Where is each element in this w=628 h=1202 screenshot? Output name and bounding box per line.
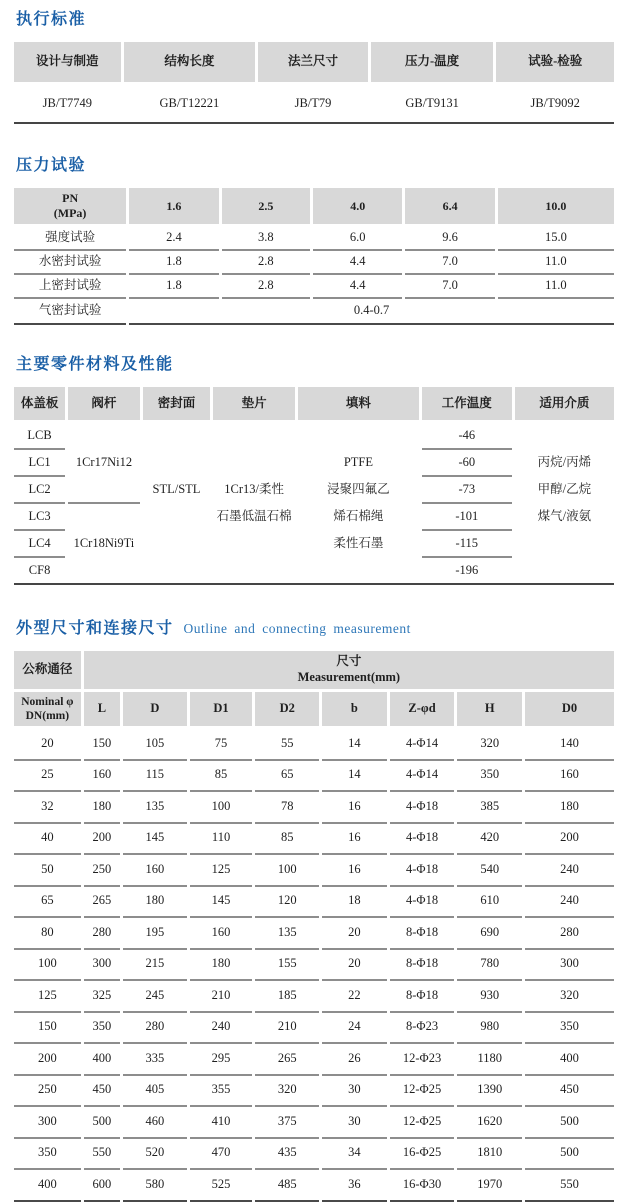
materials-value-cell: -46 xyxy=(422,423,512,450)
dimensions-column-header-cell: D0 xyxy=(525,692,614,726)
pressure-pn-header-cell: 6.4 xyxy=(405,188,494,224)
pressure-row-label: 强度试验 xyxy=(14,227,126,251)
materials-value-cell xyxy=(213,423,295,448)
dimensions-value-cell: 12-Φ25 xyxy=(390,1107,455,1139)
dimensions-value-cell: 105 xyxy=(123,729,187,761)
standards-value-cell: JB/T7749 xyxy=(14,85,121,122)
dimensions-value-cell: 85 xyxy=(255,824,319,856)
spacer xyxy=(14,585,614,619)
dimensions-value-cell: 265 xyxy=(255,1044,319,1076)
dimensions-value-cell: 4-Φ18 xyxy=(390,855,455,887)
dimensions-value-cell: 8-Φ23 xyxy=(390,1013,455,1045)
dimensions-dn-cell: 20 xyxy=(14,729,81,761)
materials-value-cell: PTFE xyxy=(343,454,373,469)
pressure-value-cell: 11.0 xyxy=(498,251,614,275)
dimensions-value-cell: 135 xyxy=(123,792,187,824)
dimensions-value-cell: 160 xyxy=(123,855,187,887)
dimensions-value-cell: 980 xyxy=(457,1013,522,1045)
pressure-value-cell: 2.8 xyxy=(222,275,310,299)
dimensions-table-header xyxy=(14,651,614,726)
dimensions-value-cell: 34 xyxy=(322,1139,387,1171)
materials-value-cell xyxy=(143,558,211,583)
dimensions-value-cell: 500 xyxy=(84,1107,120,1139)
dimensions-value-cell: 160 xyxy=(190,918,253,950)
dimensions-value-cell: 405 xyxy=(123,1076,187,1108)
dimensions-table-body xyxy=(14,729,614,1202)
dimensions-value-cell: 210 xyxy=(190,981,253,1013)
materials-value-cell xyxy=(68,423,140,448)
dimensions-value-cell: 30 xyxy=(322,1076,387,1108)
dimensions-value-cell: 470 xyxy=(190,1139,253,1171)
pressure-corner-cell-line: (MPa) xyxy=(53,206,87,220)
pressure-value-cell: 15.0 xyxy=(498,227,614,251)
dimensions-value-cell: 350 xyxy=(84,1013,120,1045)
materials-grade-cell: LCB xyxy=(14,423,65,450)
dimensions-value-cell: 26 xyxy=(322,1044,387,1076)
pressure-value-cell: 3.8 xyxy=(222,227,310,251)
dimensions-value-cell: 385 xyxy=(457,792,522,824)
materials-value-cell: -73 xyxy=(422,477,512,504)
dimensions-value-cell: 295 xyxy=(190,1044,253,1076)
dimensions-value-cell: 180 xyxy=(525,792,614,824)
standards-table-header xyxy=(14,42,614,82)
dimensions-value-cell: 355 xyxy=(190,1076,253,1108)
dimensions-value-cell: 8-Φ18 xyxy=(390,981,455,1013)
dimensions-value-cell: 16-Φ25 xyxy=(390,1139,455,1171)
dimensions-value-cell: 335 xyxy=(123,1044,187,1076)
materials-value-cell: 1Cr13/柔性 xyxy=(224,481,285,496)
dimensions-value-cell: 20 xyxy=(322,918,387,950)
pressure-corner-cell-line: PN xyxy=(62,191,79,205)
dimensions-value-cell: 1180 xyxy=(457,1044,522,1076)
materials-value-cell xyxy=(68,504,140,529)
dimensions-value-cell: 180 xyxy=(84,792,120,824)
dimensions-value-cell: 690 xyxy=(457,918,522,950)
pressure-table-header xyxy=(14,188,614,224)
dimensions-value-cell: 280 xyxy=(84,918,120,950)
materials-table-body xyxy=(14,423,614,583)
materials-value-cell: 浸聚四氟乙 xyxy=(327,481,390,496)
dimensions-value-cell: 375 xyxy=(255,1107,319,1139)
dimensions-value-cell: 265 xyxy=(84,887,120,919)
materials-value-cell: 柔性石墨 xyxy=(333,535,384,550)
materials-value-cell: 石墨低温石棉 xyxy=(216,508,292,523)
dimensions-value-cell: 4-Φ14 xyxy=(390,729,455,761)
materials-table-header xyxy=(14,387,614,420)
dimensions-value-cell: 320 xyxy=(525,981,614,1013)
dimensions-value-cell: 200 xyxy=(84,824,120,856)
materials-value-cell xyxy=(298,558,419,583)
dimensions-corner-bottom-cell xyxy=(14,692,81,726)
dimensions-dn-cell: 200 xyxy=(14,1044,81,1076)
materials-grade-cell: LC1 xyxy=(14,450,65,477)
dimensions-value-cell: 8-Φ18 xyxy=(390,950,455,982)
dimensions-value-cell: 930 xyxy=(457,981,522,1013)
dimensions-dn-cell: 350 xyxy=(14,1139,81,1171)
dimensions-dn-cell: 150 xyxy=(14,1013,81,1045)
dimensions-group-header-cell-line: Measurement(mm) xyxy=(297,670,401,684)
dimensions-value-cell: 240 xyxy=(190,1013,253,1045)
dimensions-value-cell: 12-Φ25 xyxy=(390,1076,455,1108)
pressure-value-cell: 1.8 xyxy=(129,251,218,275)
dimensions-title-cn: 外型尺寸和连接尺寸 xyxy=(16,620,174,637)
dimensions-value-cell: 78 xyxy=(255,792,319,824)
materials-value-cell: STL/STL xyxy=(152,481,201,496)
pressure-value-cell: 2.4 xyxy=(129,227,218,251)
materials-value-cell xyxy=(515,531,614,556)
pressure-pn-header-cell: 10.0 xyxy=(498,188,614,224)
dimensions-value-cell: 210 xyxy=(255,1013,319,1045)
dimensions-group-header-cell-line: 尺寸 xyxy=(336,654,362,669)
dimensions-value-cell: 580 xyxy=(123,1170,187,1202)
materials-grade-cell: LC2 xyxy=(14,477,65,504)
materials-value-cell: 1Cr17Ni12 xyxy=(75,454,133,469)
pressure-value-cell: 4.4 xyxy=(313,275,402,299)
dimensions-value-cell: 160 xyxy=(525,761,614,793)
materials-value-cell xyxy=(143,423,211,448)
dimensions-value-cell: 4-Φ18 xyxy=(390,824,455,856)
dimensions-value-cell: 540 xyxy=(457,855,522,887)
dimensions-value-cell: 300 xyxy=(525,950,614,982)
dimensions-value-cell: 125 xyxy=(190,855,253,887)
dimensions-column-header-cell: D xyxy=(123,692,187,726)
dimensions-value-cell: 550 xyxy=(525,1170,614,1202)
dimensions-value-cell: 145 xyxy=(190,887,253,919)
standards-header-cell: 法兰尺寸 xyxy=(258,42,368,82)
dimensions-value-cell: 600 xyxy=(84,1170,120,1202)
dimensions-value-cell: 410 xyxy=(190,1107,253,1139)
dimensions-dn-cell: 300 xyxy=(14,1107,81,1139)
dimensions-dn-cell: 40 xyxy=(14,824,81,856)
dimensions-corner-bottom-cell-line: DN(mm) xyxy=(25,710,70,722)
dimensions-value-cell: 30 xyxy=(322,1107,387,1139)
materials-value-cell: 甲醇/乙烷 xyxy=(537,481,592,496)
dimensions-value-cell: 1620 xyxy=(457,1107,522,1139)
dimensions-dn-cell: 25 xyxy=(14,761,81,793)
dimensions-value-cell: 4-Φ14 xyxy=(390,761,455,793)
dimensions-value-cell: 200 xyxy=(525,824,614,856)
materials-value-cell xyxy=(213,531,295,556)
dimensions-value-cell: 500 xyxy=(525,1107,614,1139)
dimensions-column-header-cell: D1 xyxy=(190,692,253,726)
dimensions-value-cell: 350 xyxy=(457,761,522,793)
dimensions-value-cell: 1810 xyxy=(457,1139,522,1171)
dimensions-value-cell: 485 xyxy=(255,1170,319,1202)
dimensions-value-cell: 240 xyxy=(525,887,614,919)
pressure-value-cell: 7.0 xyxy=(405,251,494,275)
materials-value-cell: -115 xyxy=(422,531,512,558)
materials-value-cell xyxy=(298,423,419,448)
dimensions-value-cell: 8-Φ18 xyxy=(390,918,455,950)
dimensions-value-cell: 18 xyxy=(322,887,387,919)
dimensions-value-cell: 180 xyxy=(123,887,187,919)
materials-value-cell: 1Cr18Ni9Ti xyxy=(73,535,135,550)
dimensions-value-cell: 780 xyxy=(457,950,522,982)
dimensions-value-cell: 180 xyxy=(190,950,253,982)
standards-header-cell: 设计与制造 xyxy=(14,42,121,82)
dimensions-value-cell: 16-Φ30 xyxy=(390,1170,455,1202)
materials-grade-cell: CF8 xyxy=(28,562,51,577)
dimensions-value-cell: 460 xyxy=(123,1107,187,1139)
materials-header-cell: 密封面 xyxy=(143,387,211,420)
dimensions-value-cell: 400 xyxy=(525,1044,614,1076)
dimensions-value-cell: 24 xyxy=(322,1013,387,1045)
materials-value-cell: -196 xyxy=(455,562,479,577)
dimensions-value-cell: 520 xyxy=(123,1139,187,1171)
standards-header-cell: 压力-温度 xyxy=(371,42,494,82)
dimensions-value-cell: 185 xyxy=(255,981,319,1013)
pressure-row-label: 气密封试验 xyxy=(14,299,126,325)
standards-header-cell: 试验-检验 xyxy=(496,42,614,82)
pressure-value-cell: 4.4 xyxy=(313,251,402,275)
dimensions-value-cell: 115 xyxy=(123,761,187,793)
dimensions-value-cell: 300 xyxy=(84,950,120,982)
pressure-pn-header-cell: 1.6 xyxy=(129,188,218,224)
pressure-value-cell: 2.8 xyxy=(222,251,310,275)
dimensions-value-cell: 14 xyxy=(322,761,387,793)
dimensions-value-cell: 110 xyxy=(190,824,253,856)
dimensions-value-cell: 160 xyxy=(84,761,120,793)
dimensions-value-cell: 250 xyxy=(84,855,120,887)
materials-value-cell xyxy=(213,450,295,475)
dimensions-dn-cell: 80 xyxy=(14,918,81,950)
section-title-pressure-test: 压力试验 xyxy=(16,157,87,174)
dimensions-value-cell: 100 xyxy=(255,855,319,887)
dimensions-value-cell: 325 xyxy=(84,981,120,1013)
dimensions-value-cell: 120 xyxy=(255,887,319,919)
dimensions-dn-cell: 250 xyxy=(14,1076,81,1108)
dimensions-dn-cell: 65 xyxy=(14,887,81,919)
materials-value-cell xyxy=(143,531,211,556)
dimensions-value-cell: 140 xyxy=(525,729,614,761)
spacer xyxy=(14,124,614,156)
dimensions-corner-top-cell: 公称通径 xyxy=(14,651,81,689)
section-title-materials: 主要零件材料及性能 xyxy=(16,356,174,373)
materials-value-cell: 烯石棉绳 xyxy=(333,508,384,523)
dimensions-value-cell: 16 xyxy=(322,792,387,824)
dimensions-value-cell: 320 xyxy=(457,729,522,761)
dimensions-value-cell: 135 xyxy=(255,918,319,950)
pressure-row-label: 上密封试验 xyxy=(14,275,126,299)
dimensions-value-cell: 1390 xyxy=(457,1076,522,1108)
pressure-pn-header-cell: 2.5 xyxy=(222,188,310,224)
standards-value-cell: JB/T9092 xyxy=(496,85,614,122)
dimensions-value-cell: 65 xyxy=(255,761,319,793)
materials-grade-cell: LC4 xyxy=(14,531,65,558)
materials-value-cell: 煤气/液氨 xyxy=(537,508,592,523)
dimensions-column-header-cell: b xyxy=(322,692,387,726)
materials-value-cell xyxy=(68,558,140,583)
pressure-pn-header-cell: 4.0 xyxy=(313,188,402,224)
dimensions-value-cell: 525 xyxy=(190,1170,253,1202)
dimensions-value-cell: 550 xyxy=(84,1139,120,1171)
dimensions-column-header-cell: Z-φd xyxy=(390,692,455,726)
dimensions-value-cell: 16 xyxy=(322,855,387,887)
dimensions-value-cell: 55 xyxy=(255,729,319,761)
dimensions-value-cell: 85 xyxy=(190,761,253,793)
materials-grade-cell: LC3 xyxy=(14,504,65,531)
materials-header-cell: 垫片 xyxy=(213,387,295,420)
dimensions-column-header-cell: L xyxy=(84,692,120,726)
spacer xyxy=(14,325,614,355)
dimensions-dn-cell: 125 xyxy=(14,981,81,1013)
dimensions-title-en: Outline and connecting measurement xyxy=(183,621,411,636)
dimensions-value-cell: 245 xyxy=(123,981,187,1013)
dimensions-value-cell: 4-Φ18 xyxy=(390,792,455,824)
dimensions-group-header-cell xyxy=(84,651,614,689)
materials-value-cell: 丙烷/丙烯 xyxy=(537,454,592,469)
materials-value-cell xyxy=(143,504,211,529)
standards-value-cell: GB/T9131 xyxy=(371,85,494,122)
pressure-merged-value-cell: 0.4-0.7 xyxy=(129,299,614,325)
dimensions-dn-cell: 50 xyxy=(14,855,81,887)
dimensions-value-cell: 280 xyxy=(123,1013,187,1045)
dimensions-value-cell: 16 xyxy=(322,824,387,856)
dimensions-value-cell: 20 xyxy=(322,950,387,982)
dimensions-value-cell: 215 xyxy=(123,950,187,982)
pressure-value-cell: 9.6 xyxy=(405,227,494,251)
materials-value-cell xyxy=(515,423,614,448)
section-title-standards: 执行标准 xyxy=(16,11,87,28)
pressure-value-cell: 1.8 xyxy=(129,275,218,299)
dimensions-value-cell: 4-Φ18 xyxy=(390,887,455,919)
dimensions-value-cell: 240 xyxy=(525,855,614,887)
dimensions-value-cell: 280 xyxy=(525,918,614,950)
dimensions-value-cell: 75 xyxy=(190,729,253,761)
materials-value-cell: -101 xyxy=(422,504,512,531)
materials-value-cell xyxy=(515,558,614,583)
dimensions-corner-bottom-cell-line: Nominal φ xyxy=(21,695,74,708)
dimensions-value-cell: 610 xyxy=(457,887,522,919)
dimensions-dn-cell: 32 xyxy=(14,792,81,824)
dimensions-value-cell: 150 xyxy=(84,729,120,761)
materials-value-cell xyxy=(68,477,140,504)
materials-value-cell xyxy=(213,558,295,583)
materials-header-cell: 工作温度 xyxy=(422,387,512,420)
dimensions-value-cell: 350 xyxy=(525,1013,614,1045)
dimensions-value-cell: 450 xyxy=(84,1076,120,1108)
dimensions-value-cell: 400 xyxy=(84,1044,120,1076)
pressure-value-cell: 7.0 xyxy=(405,275,494,299)
pressure-value-cell: 6.0 xyxy=(313,227,402,251)
materials-header-cell: 适用介质 xyxy=(515,387,614,420)
dimensions-value-cell: 155 xyxy=(255,950,319,982)
dimensions-value-cell: 320 xyxy=(255,1076,319,1108)
dimensions-value-cell: 450 xyxy=(525,1076,614,1108)
dimensions-column-header-cell: D2 xyxy=(255,692,319,726)
dimensions-dn-cell: 400 xyxy=(14,1170,81,1202)
dimensions-value-cell: 1970 xyxy=(457,1170,522,1202)
standards-header-cell: 结构长度 xyxy=(124,42,256,82)
dimensions-value-cell: 195 xyxy=(123,918,187,950)
pressure-corner-cell xyxy=(14,188,126,224)
dimensions-dn-cell: 100 xyxy=(14,950,81,982)
dimensions-value-cell: 145 xyxy=(123,824,187,856)
materials-header-cell: 阀杆 xyxy=(68,387,140,420)
pressure-row-label: 水密封试验 xyxy=(14,251,126,275)
materials-value-cell: -60 xyxy=(422,450,512,477)
materials-header-cell: 填料 xyxy=(298,387,419,420)
dimensions-value-cell: 12-Φ23 xyxy=(390,1044,455,1076)
materials-value-cell xyxy=(143,450,211,475)
dimensions-value-cell: 500 xyxy=(525,1139,614,1171)
dimensions-value-cell: 22 xyxy=(322,981,387,1013)
pressure-value-cell: 11.0 xyxy=(498,275,614,299)
dimensions-value-cell: 435 xyxy=(255,1139,319,1171)
section-title-dimensions xyxy=(16,619,614,638)
dimensions-value-cell: 36 xyxy=(322,1170,387,1202)
dimensions-value-cell: 100 xyxy=(190,792,253,824)
standards-table-body xyxy=(14,85,614,122)
standards-value-cell: JB/T79 xyxy=(258,85,368,122)
pressure-table-body xyxy=(14,227,614,325)
materials-header-cell: 体盖板 xyxy=(14,387,65,420)
dimensions-value-cell: 420 xyxy=(457,824,522,856)
dimensions-value-cell: 14 xyxy=(322,729,387,761)
standards-value-cell: GB/T12221 xyxy=(124,85,256,122)
dimensions-column-header-cell: H xyxy=(457,692,522,726)
